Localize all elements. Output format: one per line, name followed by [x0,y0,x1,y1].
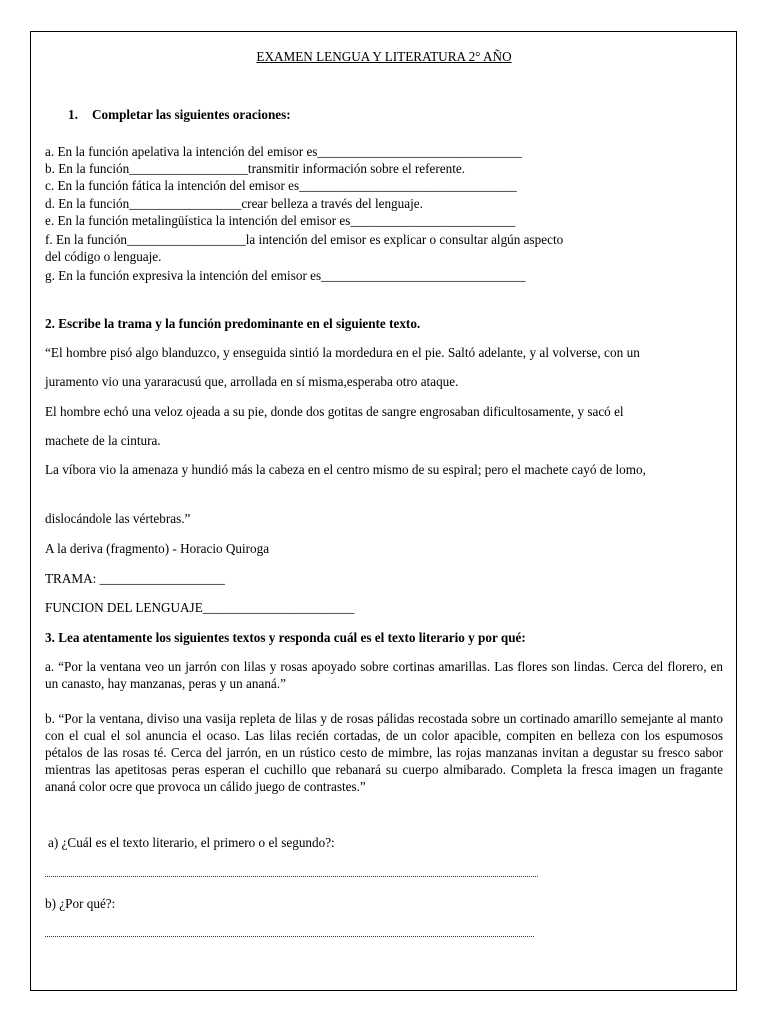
fill-line-f: f. En la función__________________la intención del emisor es explicar o consultar algún aspecto [45,232,564,247]
text-a: a. “Por la ventana veo un jarrón con lilas y rosas apoyado sobre cortinas amarillas. Las flores son lindas. Cerca del florero, en un canasto, hay manzanas, peras y un ananá.” [45,659,723,691]
quote-source: A la deriva (fragmento) - Horacio Quiroga [45,541,270,556]
answer-line-b[interactable] [45,936,534,937]
exam-title: EXAMEN LENGUA Y LITERATURA 2° AÑO [256,49,512,64]
fill-line-f-continued: del código o lenguaje. [45,249,162,264]
fill-line-e: e. En la función metalingüística la intención del emisor es_________________________ [45,213,516,228]
answer-line-a[interactable] [45,876,538,877]
section1-heading-text: Completar las siguientes oraciones: [92,107,291,122]
fill-line-b: b. En la función__________________transmitir información sobre el referente. [45,161,466,176]
quote-line-1: “El hombre pisó algo blanduzco, y enseguida sintió la mordedura en el pie. Saltó adelante, y al volverse, con un [45,345,640,360]
text-b: b. “Por la ventana, diviso una vasija repleta de lilas y de rosas pálidas recostada sobre un cortinado amarillo semejante al manto con el cual el sol anuncia el ocaso. Las lilas recién cortadas, de un color apacible, compiten en belleza con los espumosos pétalos de las rosas té. Cerca del jarrón, en un rústico cesto de mimbre, las rojas manzanas invitan a degustar su fresco sabor mientras las apetitosas peras esperan el cuchillo que rebanará su cuerpo almibarado. Completa la fresca imagen un fragante ananá color ocre que provoca un cálido juego de contrastes.” [45,711,723,794]
trama-field: TRAMA: ___________________ [45,571,225,586]
section1-heading [68,107,291,123]
fill-line-g: g. En la función expresiva la intención del emisor es_______________________________ [45,268,526,283]
section1-number: 1. [68,107,78,122]
quote-line-2: juramento vio una yararacusú que, arrollada en sí misma,esperaba otro ataque. [45,374,459,389]
section2-heading: 2. Escribe la trama y la función predominante en el siguiente texto. [45,316,421,331]
funcion-field: FUNCION DEL LENGUAJE_______________________ [45,600,355,615]
quote-line-4: machete de la cintura. [45,433,161,448]
quote-line-5: La víbora vio la amenaza y hundió más la cabeza en el centro mismo de su espiral; pero el machete cayó de lomo, [45,462,646,477]
section3-heading: 3. Lea atentamente los siguientes textos y responda cuál es el texto literario y por qué: [45,630,526,645]
question-a: a) ¿Cuál es el texto literario, el primero o el segundo?: [48,835,335,850]
quote-line-6: dislocándole las vértebras.” [45,511,191,526]
question-b: b) ¿Por qué?: [45,896,116,911]
fill-line-a: a. En la función apelativa la intención del emisor es_______________________________ [45,144,522,159]
quote-line-3: El hombre echó una veloz ojeada a su pie, donde dos gotitas de sangre engrosaban dificultosamente, y sacó el [45,404,624,419]
fill-line-d: d. En la función_________________crear belleza a través del lenguaje. [45,196,423,211]
fill-line-c: c. En la función fática la intención del emisor es_________________________________ [45,178,517,193]
